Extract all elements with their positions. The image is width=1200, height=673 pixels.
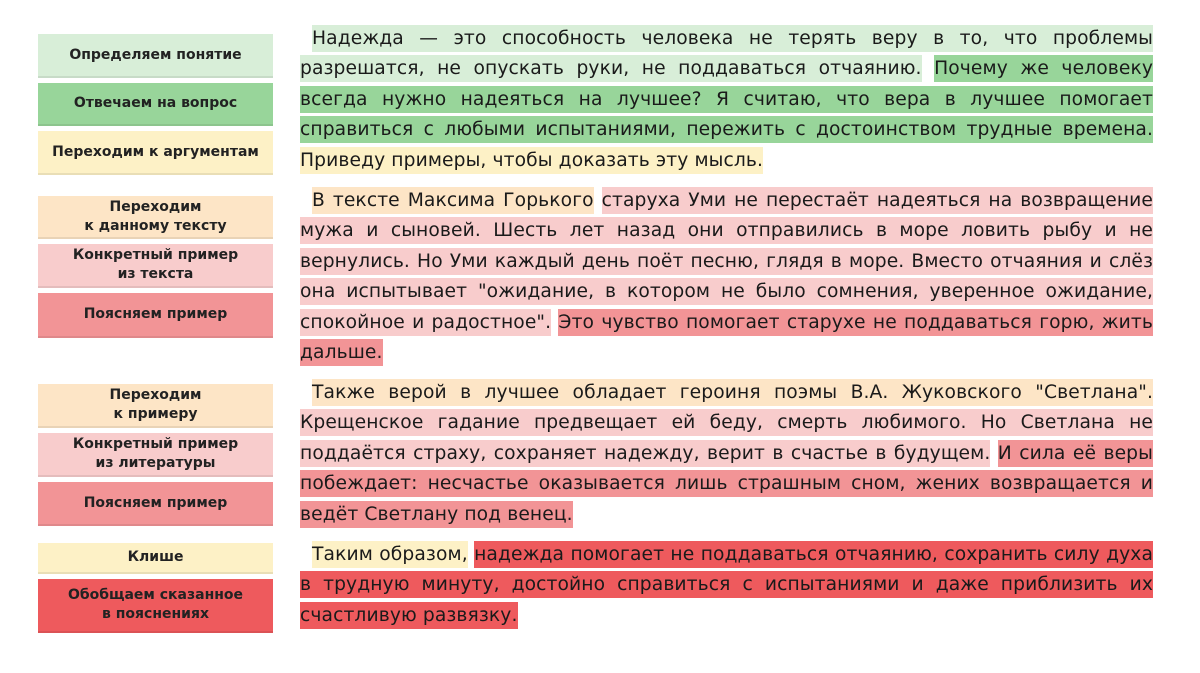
essay-paragraph-1 — [300, 24, 1153, 176]
legend-explain-example-2-text: Поясняем пример — [83, 494, 228, 511]
legend-to-given-text-line1: Переходим — [109, 198, 202, 215]
legend-explain-example-2 — [38, 482, 273, 526]
lit-example-highlight: Крещенское гадание предвещает ей беду, смерть любимого. Но Светлана не поддаётся страху, сохраняет надежду, верит в счастье в будущем. — [300, 409, 1153, 466]
legend-to-example — [38, 384, 273, 428]
legend-lit-example — [38, 433, 273, 477]
legend-to-given-text-line2: к данному тексту — [84, 217, 227, 234]
legend-answer-question — [38, 83, 273, 126]
generalization-highlight: надежда помогает не поддаваться отчаянию, сохранить силу духа в трудную минуту, достойно справиться с испытаниями и даже приблизить их счастливую развязку. — [300, 541, 1153, 629]
legend-to-arguments — [38, 131, 273, 175]
legend-define-concept-text: Определяем понятие — [69, 46, 242, 63]
legend-generalize-line2: в пояснениях — [102, 606, 209, 622]
legend-to-given-text — [38, 196, 273, 239]
legend-to-example-line2: к примеру — [113, 406, 198, 422]
legend-generalize-line1: Обобщаем сказанное — [67, 587, 244, 603]
legend-explain-example-1-text: Поясняем пример — [83, 306, 228, 322]
answer-highlight: Почему же человеку всегда нужно надеяться на лучшее? Я считаю, что вера в лучшее помогает справиться с любыми испытаниями, пережить с достоинством трудные времена. — [300, 55, 1153, 143]
legend-cliche-text: Клише — [127, 549, 184, 565]
lit-explanation-highlight: И сила её веры побеждает: несчастье оказывается лишь страшным сном, жених возвращается и ведёт Светлану под венец. — [300, 440, 1153, 528]
legend-lit-example-line2: из литературы — [95, 455, 216, 471]
essay-paragraph-2 — [300, 186, 1153, 368]
text-transition-highlight: В тексте Максима Горького — [312, 187, 594, 214]
definition-highlight: Надежда — это способность человека не терять веру в то, что проблемы разрешатся, не опускать руки, не поддаваться отчаянию. — [300, 25, 1153, 82]
arguments-transition-highlight: Приведу примеры, чтобы доказать эту мысль. — [300, 147, 763, 174]
legend-define-concept — [38, 34, 273, 78]
essay-paragraph-4 — [300, 540, 1153, 631]
essay-paragraph-3 — [300, 378, 1153, 530]
legend-cliche — [38, 543, 273, 574]
text-explanation-highlight: Это чувство помогает старухе не поддаваться горю, жить дальше. — [300, 309, 1153, 366]
legend-lit-example-line1: Конкретный пример — [72, 436, 239, 452]
text-example-highlight: старуха Уми не перестаёт надеяться на возвращение мужа и сыновей. Шесть лет назад они отправились в море ловить рыбу и не вернулись. Но Уми каждый день поёт песню, глядя в море. Вместо отчаяния и слёз она испытывает "ожидание, в котором не было сомнения, уверенное ожидание, спокойное и радостное". — [300, 187, 1153, 336]
legend-to-arguments-text: Переходим к аргументам — [52, 143, 259, 160]
cliche-highlight: Таким образом, — [312, 541, 468, 568]
legend-answer-question-text: Отвечаем на вопрос — [73, 95, 238, 111]
lit-transition-highlight: Также верой в лучшее обладает героиня поэмы В.А. Жуковского "Светлана". — [312, 379, 1153, 406]
legend-generalize — [38, 579, 273, 633]
legend-text-example-line1: Конкретный пример — [72, 247, 239, 263]
legend-explain-example-1 — [38, 293, 273, 338]
legend-text-example-line2: из текста — [117, 266, 194, 282]
legend-to-example-line1: Переходим — [109, 387, 202, 403]
legend-text-example — [38, 244, 273, 288]
